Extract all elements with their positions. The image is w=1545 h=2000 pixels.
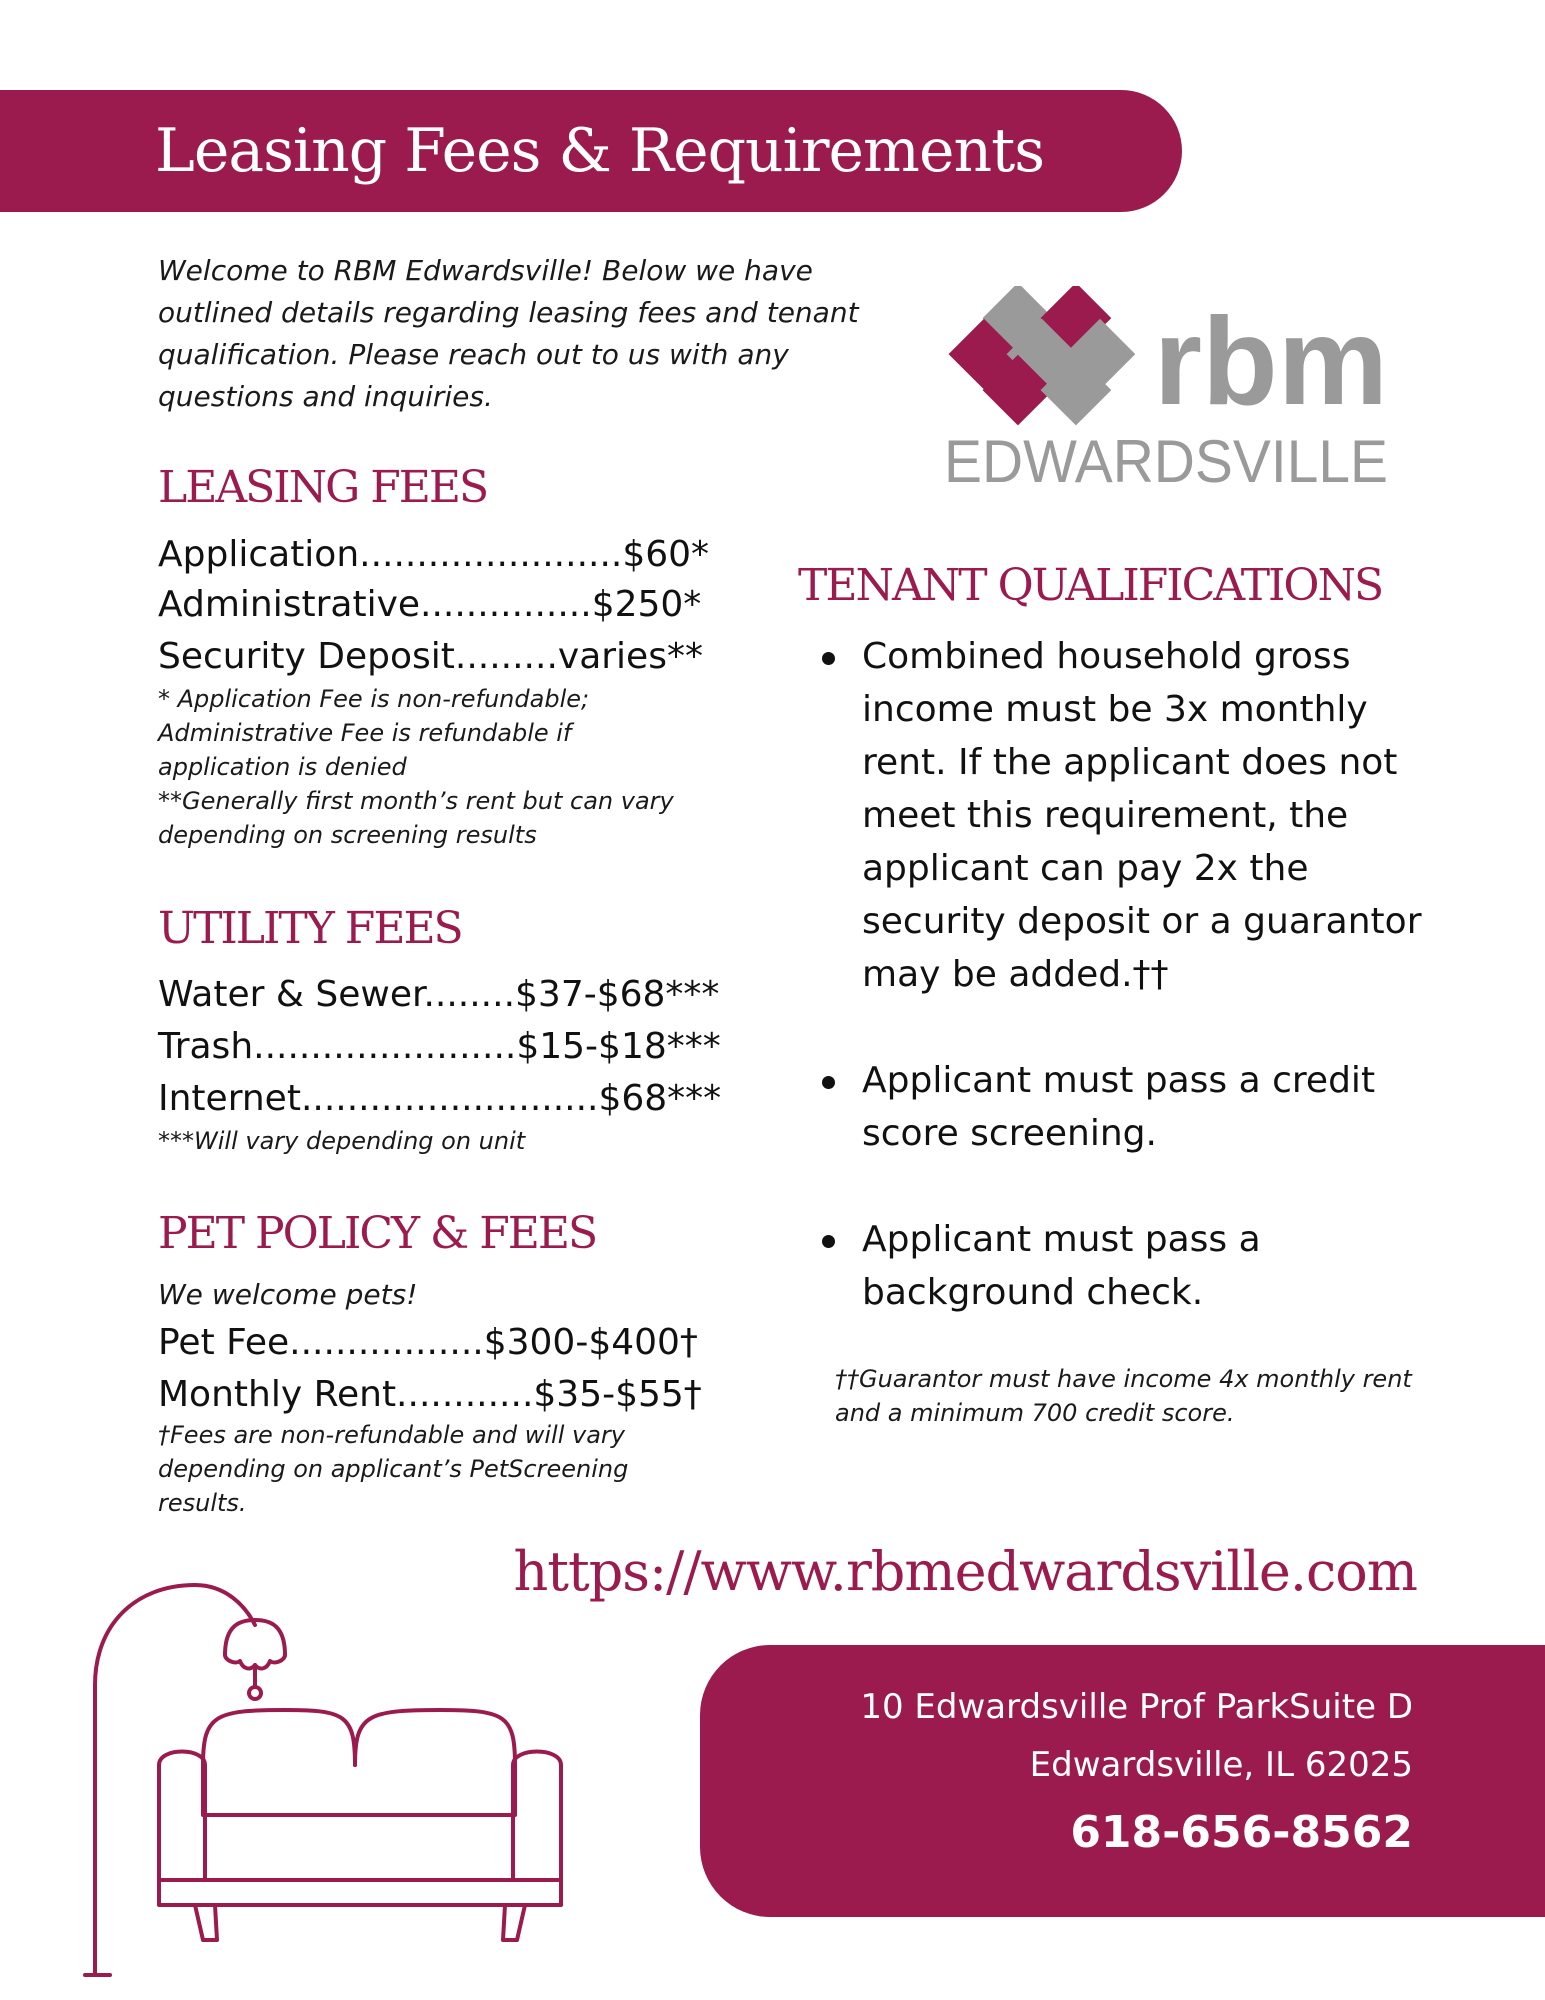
fee-security-deposit: Security Deposit.........varies**	[158, 636, 703, 677]
pet-policy-heading: PET POLICY & FEES	[158, 1208, 597, 1259]
fee-pet-monthly-rent: Monthly Rent............$35-$55†	[158, 1374, 702, 1415]
sofa-icon	[159, 1710, 561, 1940]
bullet-icon	[822, 652, 835, 665]
list-item: Combined household gross income must be 3x monthly rent. If the applicant does not meet this requirement, the applicant can pay 2x the security deposit or a guarantor may be added.††	[820, 630, 1440, 1001]
address-line-1: 10 Edwardsville Prof ParkSuite D	[860, 1687, 1413, 1727]
sofa-lamp-illustration	[55, 1565, 615, 1985]
contact-box	[700, 1645, 1545, 1917]
bullet-icon	[822, 1076, 835, 1089]
fee-administrative: Administrative...............$250*	[158, 584, 702, 625]
fee-pet: Pet Fee.................$300-$400†	[158, 1322, 698, 1363]
fee-trash: Trash.......................$15-$18***	[158, 1026, 721, 1067]
website-link[interactable]: https://www.rbmedwardsville.com	[513, 1540, 1417, 1603]
fee-application: Application.......................$60*	[158, 534, 710, 575]
leasing-fees-heading: LEASING FEES	[158, 462, 488, 513]
title-banner	[0, 90, 1182, 212]
pet-policy-notes: †Fees are non-refundable and will vary depending on applicant’s PetScreening results.	[158, 1421, 629, 1517]
logo-wordmark: rbm	[1153, 293, 1388, 431]
diamond-mark-icon	[949, 286, 1136, 425]
list-item: Applicant must pass a credit score screening.	[820, 1054, 1440, 1160]
fee-internet: Internet..........................$68***	[158, 1078, 722, 1119]
address-line-2: Edwardsville, IL 62025	[1029, 1745, 1413, 1785]
bullet-icon	[822, 1235, 835, 1248]
tenant-qualifications-heading: TENANT QUALIFICATIONS	[798, 560, 1383, 611]
utility-fees-note: ***Will vary depending on unit	[158, 1127, 526, 1155]
logo-subtitle: EDWARDSVILLE	[944, 428, 1388, 495]
phone-number[interactable]: 618-656-8562	[1070, 1807, 1413, 1858]
intro-text: Welcome to RBM Edwardsville! Below we have outlined details regarding leasing fees and tenant qualification. Please reach out to us with any questions and inquiries.	[158, 254, 859, 413]
utility-fees-heading: UTILITY FEES	[158, 903, 462, 954]
list-item: Applicant must pass a background check.	[820, 1213, 1440, 1319]
pet-welcome-text: We welcome pets!	[158, 1278, 418, 1311]
fee-water-sewer: Water & Sewer........$37-$68***	[158, 974, 720, 1015]
qualifications-list	[820, 630, 1440, 1372]
floor-lamp-icon	[85, 1585, 285, 1975]
leasing-fees-notes: * Application Fee is non-refundable; Administrative Fee is refundable if application is denied **Generally first month’s rent but can vary depending on screening results	[158, 685, 674, 849]
page-title: Leasing Fees & Requirements	[155, 116, 1044, 186]
guarantor-footnote: ††Guarantor must have income 4x monthly rent and a minimum 700 credit score.	[835, 1365, 1412, 1427]
rbm-logo	[940, 286, 1390, 496]
